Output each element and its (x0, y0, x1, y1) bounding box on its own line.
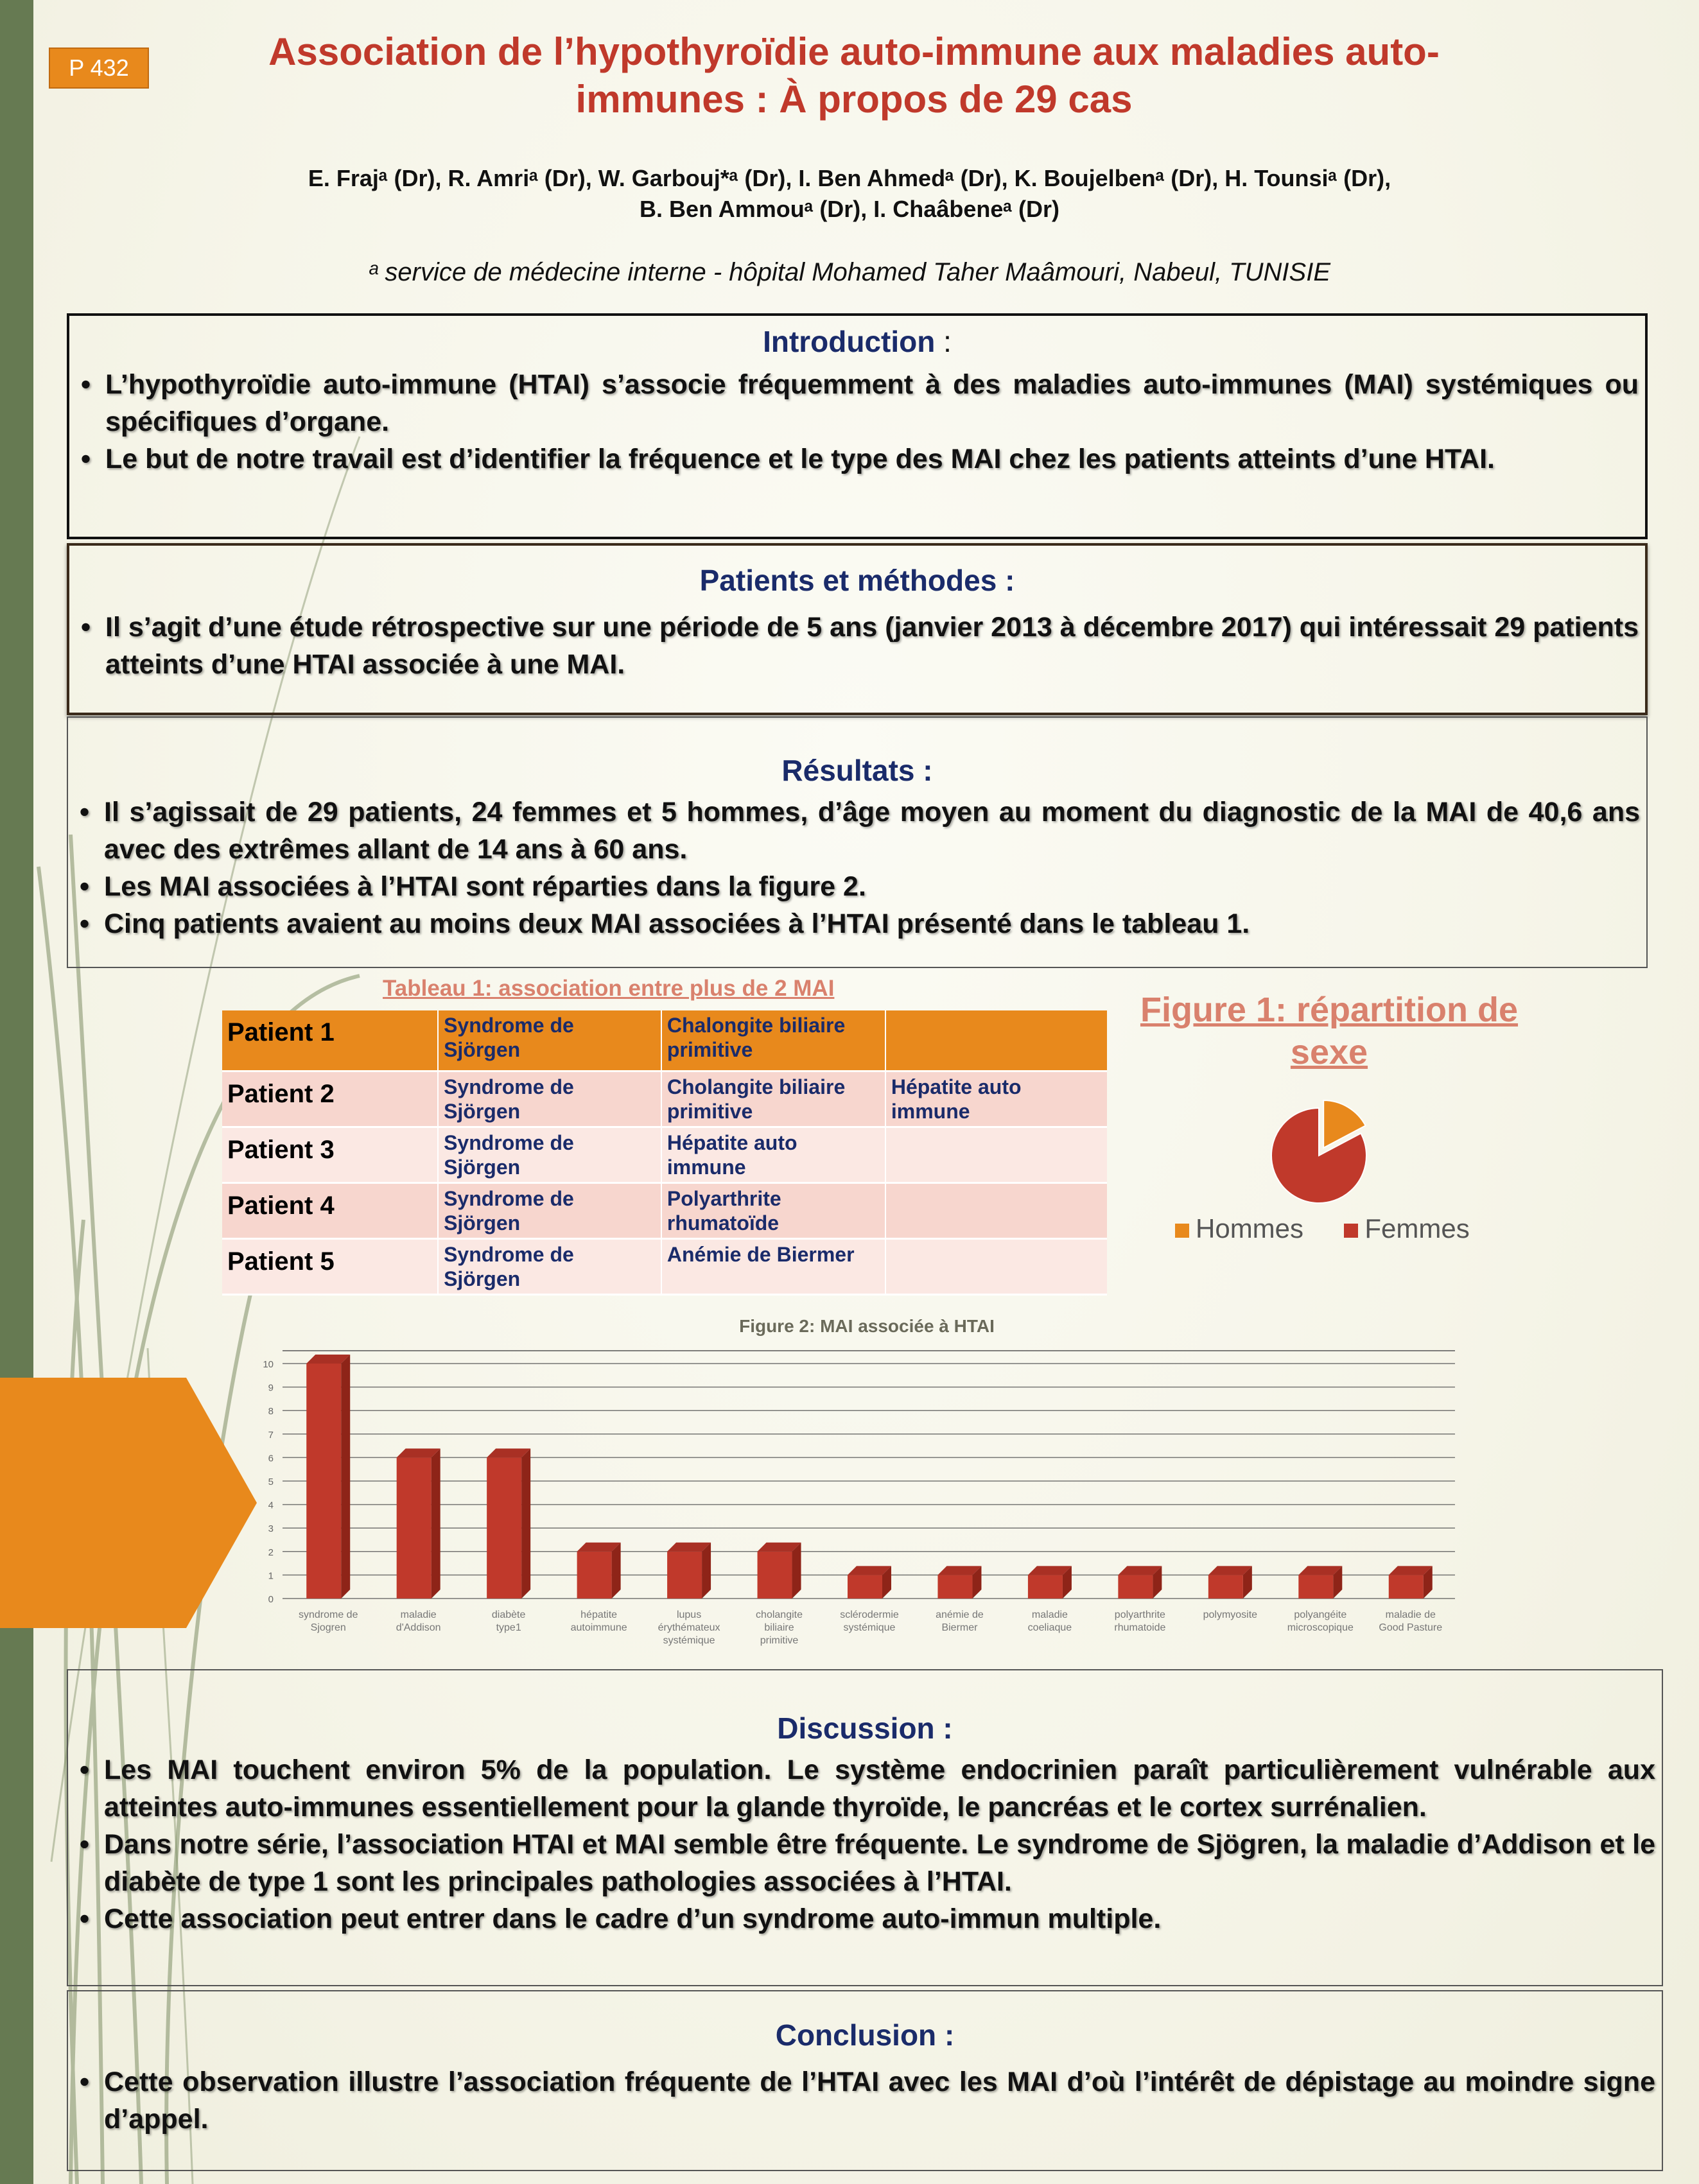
x-tick-label: maladie coeliaque (1027, 1609, 1072, 1633)
x-tick-label: lupus érythémateux systémique (658, 1609, 720, 1646)
introduction-bullet: • L’hypothyroïdie auto-immune (HTAI) s’associe fréquemment à des maladies auto-immunes (MAI) systémiques ou spécifiques d’organe. (76, 366, 1639, 440)
bar (1389, 1566, 1433, 1599)
table-row (222, 1071, 1107, 1127)
results-bullet: • Les MAI associées à l’HTAI sont réparties dans la figure 2. (74, 868, 1640, 905)
y-tick-label: 2 (268, 1547, 274, 1558)
bar (937, 1566, 981, 1599)
table-cell-mai (885, 1127, 1107, 1183)
bar (848, 1566, 891, 1599)
bar (758, 1543, 801, 1599)
methods-heading: Patients et méthodes : (699, 564, 1015, 597)
title-line-2: immunes : À propos de 29 cas (575, 78, 1133, 121)
table-cell-mai: Syndrome de Sjörgen (438, 1127, 661, 1183)
x-tick-label: anémie de Biermer (936, 1609, 984, 1633)
table-cell-mai: Hépatite auto immune (885, 1071, 1107, 1127)
x-tick-label: diabète type1 (491, 1609, 526, 1633)
table-cell-patient: Patient 5 (227, 1247, 335, 1276)
table-cell-mai (885, 1183, 1107, 1238)
orange-chevron-decoration (0, 1378, 257, 1628)
bar (667, 1543, 711, 1599)
affiliation: ᵃ service de médecine interne - hôpital Mohamed Taher Maâmouri, Nabeul, TUNISIE (368, 258, 1330, 286)
figure2-bar-chart (257, 1342, 1477, 1656)
discussion-heading: Discussion : (777, 1712, 953, 1745)
table-row (222, 1127, 1107, 1183)
discussion-section (67, 1669, 1663, 1986)
results-bullet: • Il s’agissait de 29 patients, 24 femmes et 5 hommes, d’âge moyen au moment du diagnostic de la MAI de 40,6 ans avec des extrêmes allant de 14 ans à 60 ans. (74, 793, 1640, 868)
discussion-bullet: • Les MAI touchent environ 5% de la population. Le système endocrinien paraît particulièrement vulnérable aux atteintes auto-immunes essentiellement pour la glande thyroïde, le pancréas et le cortex surrénalien. (74, 1751, 1655, 1826)
y-tick-label: 4 (268, 1500, 274, 1511)
y-tick-label: 10 (263, 1359, 274, 1370)
y-tick-label: 3 (268, 1523, 274, 1535)
bar (1298, 1566, 1342, 1599)
table-cell-mai: Polyarthrite rhumatoïde (661, 1183, 885, 1238)
table-cell-mai: Syndrome de Sjörgen (438, 1010, 661, 1071)
x-tick-label: maladie d'Addison (396, 1609, 441, 1633)
methods-bullets (76, 609, 1639, 683)
methods-section (67, 543, 1648, 715)
bar (1118, 1566, 1162, 1599)
results-bullet: • Cinq patients avaient au moins deux MAI associées à l’HTAI présenté dans le tableau 1. (74, 905, 1640, 942)
y-tick-label: 9 (268, 1382, 274, 1394)
figure1-title: Figure 1: répartition de sexe (1140, 991, 1519, 1071)
table-cell-patient: Patient 4 (227, 1191, 335, 1220)
poster-number-badge: P 432 (49, 48, 149, 89)
conclusion-section (67, 1990, 1663, 2171)
authors-line-1: E. Frajᵃ (Dr), R. Amriᵃ (Dr), W. Garbouj*ᵃ (Dr), I. Ben Ahmedᵃ (Dr), K. Boujelbenᵃ (Dr), H. Tounsiᵃ (Dr), (308, 165, 1391, 191)
conclusion-bullet: • Cette observation illustre l’association fréquente de l’HTAI avec les MAI d’où l’intérêt de dépistage au moindre signe d’appel. (74, 2063, 1655, 2138)
introduction-bullet: • Le but de notre travail est d’identifier la fréquence et le type des MAI chez les patients atteints d’une HTAI. (76, 440, 1639, 478)
table-cell-patient: Patient 2 (227, 1079, 335, 1108)
y-tick-label: 5 (268, 1477, 274, 1487)
y-tick-label: 6 (268, 1453, 274, 1464)
introduction-section (67, 313, 1648, 539)
figure1-legend (1175, 1213, 1470, 1244)
table-cell-mai (885, 1238, 1107, 1294)
x-tick-label: polymyosite (1203, 1609, 1258, 1620)
bar (397, 1448, 440, 1599)
bar (487, 1448, 530, 1599)
results-bullets (74, 793, 1640, 942)
table-cell-mai: Cholangite biliaire primitive (661, 1071, 885, 1127)
table-cell-patient: Patient 1 (227, 1018, 335, 1046)
bar (306, 1355, 350, 1599)
bar (1208, 1566, 1252, 1599)
x-tick-label: polyarthrite rhumatoide (1114, 1609, 1166, 1633)
table-cell-patient: Patient 3 (227, 1135, 335, 1164)
poster-title (212, 28, 1496, 123)
table-cell-mai: Syndrome de Sjörgen (438, 1183, 661, 1238)
x-tick-label: hépatite autoimmune (570, 1609, 627, 1633)
x-tick-label: cholangite biliaire primitive (756, 1609, 803, 1646)
figure2-title: Figure 2: MAI associée à HTAI (739, 1316, 995, 1336)
y-tick-label: 7 (268, 1429, 274, 1441)
y-tick-label: 8 (268, 1406, 274, 1417)
x-tick-label: syndrome de Sjogren (298, 1609, 358, 1633)
table1-caption: Tableau 1: association entre plus de 2 MAI (383, 976, 835, 1001)
introduction-bullets (76, 366, 1639, 478)
left-accent-bar (0, 0, 33, 2184)
y-tick-label: 0 (268, 1594, 274, 1605)
table-row (222, 1183, 1107, 1238)
discussion-bullet: • Cette association peut entrer dans le cadre d’un syndrome auto-immun multiple. (74, 1900, 1655, 1937)
authors (128, 163, 1571, 225)
discussion-bullets (74, 1751, 1655, 1937)
conclusion-bullets (74, 2063, 1655, 2138)
y-tick-label: 1 (268, 1570, 274, 1582)
table-cell-mai: Anémie de Biermer (661, 1238, 885, 1294)
x-tick-label: maladie de Good Pasture (1379, 1609, 1443, 1633)
bar (1028, 1566, 1072, 1599)
x-tick-label: polyangéite microscopique (1287, 1609, 1354, 1633)
results-section (67, 716, 1648, 968)
legend-hommes: Hommes (1175, 1213, 1303, 1244)
table-cell-mai: Chalongite biliaire primitive (661, 1010, 885, 1071)
methods-bullet: • Il s’agit d’une étude rétrospective sur une période de 5 ans (janvier 2013 à décembre 2017) qui intéressait 29 patients atteints d’une HTAI associée à une MAI. (76, 609, 1639, 683)
discussion-bullet: • Dans notre série, l’association HTAI et MAI semble être fréquente. Le syndrome de Sjögren, la maladie d’Addison et le diabète de type 1 sont les principales pathologies associées à l’HTAI. (74, 1826, 1655, 1900)
x-tick-label: sclérodermie systémique (840, 1609, 899, 1633)
title-line-1: Association de l’hypothyroïdie auto-immune aux maladies auto- (268, 30, 1440, 73)
figure1-pie-chart (1265, 1081, 1393, 1209)
table-cell-mai: Syndrome de Sjörgen (438, 1238, 661, 1294)
table1 (222, 1010, 1107, 1296)
bar (577, 1543, 621, 1599)
table-cell-mai: Syndrome de Sjörgen (438, 1071, 661, 1127)
legend-femmes: Femmes (1344, 1213, 1469, 1244)
conclusion-heading: Conclusion : (775, 2018, 955, 2052)
results-heading: Résultats : (781, 754, 933, 787)
table-cell-mai (885, 1010, 1107, 1071)
table-row (222, 1238, 1107, 1294)
authors-line-2: B. Ben Ammouᵃ (Dr), I. Chaâbeneᵃ (Dr) (640, 196, 1059, 222)
table-row (222, 1010, 1107, 1071)
introduction-heading: Introduction : (763, 325, 952, 358)
table-cell-mai: Hépatite auto immune (661, 1127, 885, 1183)
